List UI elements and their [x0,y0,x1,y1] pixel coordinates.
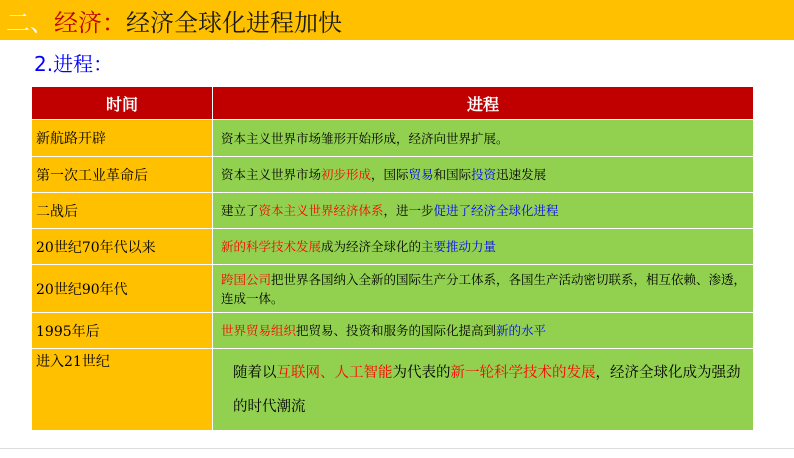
highlight-text: 新一轮科学技术的发展 [450,364,596,381]
process-cell [213,349,754,431]
title-section-name: 经济： [54,8,126,37]
emphasis-text: 新的水平 [496,323,547,338]
process-text: 把贸易、投资和服务的国际化提高到 [296,323,497,338]
time-cell: 20世纪90年代 [32,265,213,313]
process-cell [213,229,754,265]
time-cell: 第一次工业革命后 [32,157,213,193]
table-row [32,193,754,229]
page-title: 经济全球化进程加快 [126,8,342,37]
highlight-text: 新的科学技术发展 [221,239,322,254]
process-text: ，进一步 [383,203,434,218]
process-text: 随着以 [233,364,277,381]
table-row [32,313,754,349]
emphasis-text: 促进了经济全球化进程 [433,203,559,218]
process-text: 把世界各国纳入全新的国际生产分工体系，各国生产活动密切联系，相互依赖、渗透，连成一体。 [221,271,747,306]
highlight-text: 世界贸易组织 [221,323,297,338]
process-text: 建立了 [221,203,259,218]
title-section-number: 二、 [6,8,54,37]
process-cell [213,120,754,157]
table-row [32,229,754,265]
highlight-text: 互联网、人工智能 [276,364,393,381]
emphasis-text: 投资 [471,167,497,182]
process-cell [213,157,754,193]
time-cell: 二战后 [32,193,213,229]
highlight-text: 跨国公司 [221,271,272,287]
process-cell [213,313,754,349]
process-text: 和国际 [433,167,472,182]
highlight-text: 初步形成 [321,167,372,182]
table-row [32,349,754,431]
time-cell: 进入21世纪 [32,349,213,431]
process-text: 资本主义世界市场 [221,167,322,182]
emphasis-text: 主要推动力量 [421,239,497,254]
table-header-row [32,87,754,120]
header-process: 进程 [213,87,754,120]
process-text: 迅速发展 [496,167,547,182]
title-bar [0,0,794,40]
process-cell [213,265,754,313]
table-row [32,157,754,193]
process-text: ，经济全球化成为强劲的时代潮流 [233,364,741,415]
process-text: 为代表的 [392,364,451,381]
time-cell: 20世纪70年代以来 [32,229,213,265]
process-table [31,86,754,431]
table-row [32,120,754,157]
subtitle: 2.进程： [34,52,114,76]
time-cell: 1995年后 [32,313,213,349]
highlight-text: 资本主义世界经济体系 [258,203,384,218]
process-text: 资本主义世界市场雏形开始形成，经济向世界扩展。 [221,130,509,146]
process-cell [213,193,754,229]
header-time: 时间 [32,87,213,120]
table-row [32,265,754,313]
time-cell: 新航路开辟 [32,120,213,157]
slide-bottom-edge [0,448,794,449]
process-text: ，国际 [371,167,409,182]
process-text: 成为经济全球化的 [321,239,422,254]
emphasis-text: 贸易 [408,167,434,182]
